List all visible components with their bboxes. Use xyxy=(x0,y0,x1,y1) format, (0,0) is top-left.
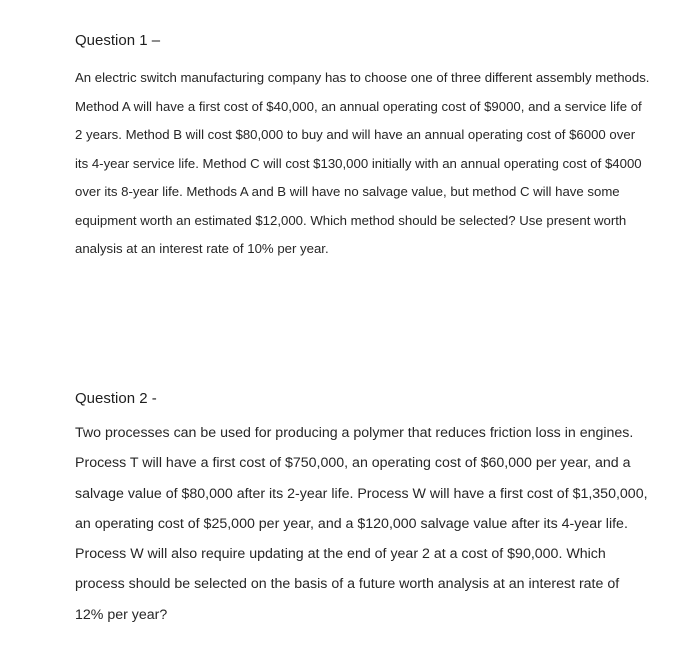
question-1-line: 2 years. Method B will cost $80,000 to buy and will have an annual operating cost of $6000 over xyxy=(75,127,636,142)
question-1-line: over its 8-year life. Methods A and B will have no salvage value, but method C will have some xyxy=(75,184,620,199)
question-2-line: an operating cost of $25,000 per year, and a $120,000 salvage value after its 4-year life. xyxy=(75,515,628,532)
question-2-title: Question 2 - xyxy=(75,390,157,407)
question-1-body xyxy=(75,64,649,264)
question-1-line: analysis at an interest rate of 10% per year. xyxy=(75,241,329,256)
question-2-line: process should be selected on the basis of a future worth analysis at an interest rate of xyxy=(75,576,620,593)
question-1-line: Method A will have a first cost of $40,000, an annual operating cost of $9000, and a service life of xyxy=(75,98,642,114)
question-1-line: its 4-year service life. Method C will cost $130,000 initially with an annual operating cost of $4000 xyxy=(75,155,642,171)
question-1-line: An electric switch manufacturing company has to choose one of three different assembly methods. xyxy=(75,70,650,85)
question-2-body xyxy=(75,418,648,630)
question-1-title: Question 1 – xyxy=(75,32,161,49)
question-2-line: Process W will also require updating at the end of year 2 at a cost of $90,000. Which xyxy=(75,546,606,563)
question-2-line: 12% per year? xyxy=(75,606,168,623)
question-1-line: equipment worth an estimated $12,000. Which method should be selected? Use present worth xyxy=(75,212,627,228)
question-1 xyxy=(75,30,649,264)
question-2-line: Process T will have a first cost of $750,000, an operating cost of $60,000 per year, and a xyxy=(75,455,631,472)
question-2 xyxy=(75,388,648,630)
question-2-line: salvage value of $80,000 after its 2-year life. Process W will have a first cost of $1,350,000, xyxy=(75,485,648,502)
question-2-line: Two processes can be used for producing a polymer that reduces friction loss in engines. xyxy=(75,425,634,441)
